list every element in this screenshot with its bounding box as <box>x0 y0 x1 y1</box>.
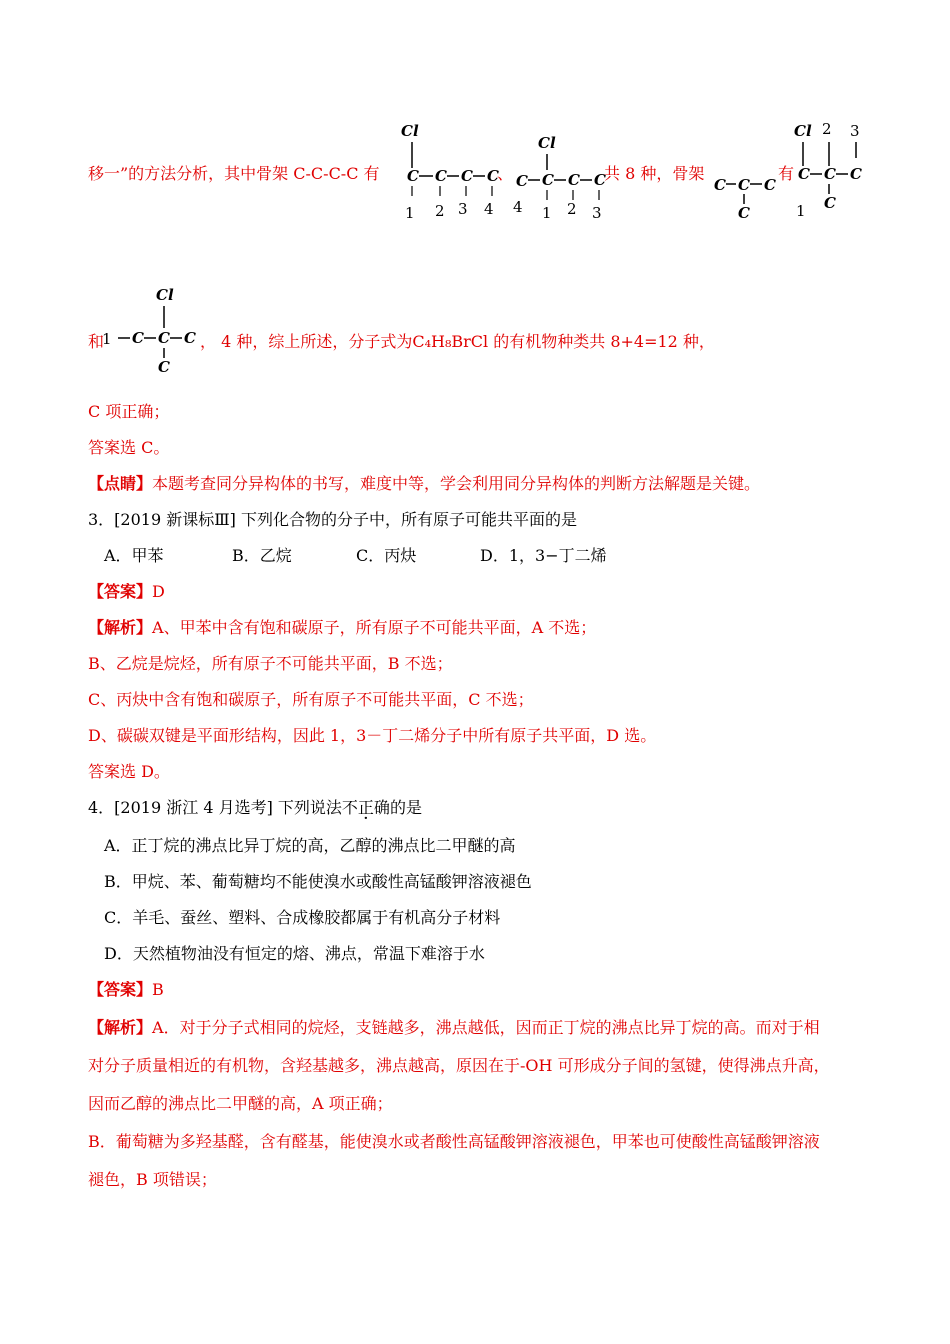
q4-emphasis: 不正确 <box>341 798 390 817</box>
svg-text:C: C <box>158 358 170 376</box>
intro-text-2: 共 8 种，骨架 <box>604 164 705 183</box>
svg-text:Cl: Cl <box>538 134 556 152</box>
q3-answer-label: 【答案】 <box>88 582 153 601</box>
q4-analysis-label: 【解析】 <box>88 1018 153 1037</box>
q2-tip-label: 【点睛】 <box>88 474 153 493</box>
structure-4 <box>792 118 868 222</box>
svg-text:C: C <box>824 194 836 212</box>
svg-text:4: 4 <box>484 200 494 218</box>
svg-text:C: C <box>568 171 580 189</box>
q4-analysis-5: 褪色，B 项错误； <box>88 1170 217 1189</box>
svg-text:1: 1 <box>405 204 415 222</box>
svg-text:2: 2 <box>822 120 832 138</box>
structure-5 <box>102 284 202 378</box>
structure-3 <box>710 160 785 224</box>
q2-tip-text: 本题考查同分异构体的书写，难度中等，学会利用同分异构体的判断方法解题是关键。 <box>152 474 761 493</box>
svg-text:C: C <box>738 204 750 222</box>
q4-option-c: C．羊毛、蚕丝、塑料、合成橡胶都属于有机高分子材料 <box>104 908 501 927</box>
intro-text-1: 移一”的方法分析，其中骨架 C-C-C-C 有 <box>88 164 380 183</box>
svg-text:2: 2 <box>567 200 577 218</box>
svg-text:C: C <box>824 165 836 183</box>
struct-label-cl: Cl <box>401 122 419 140</box>
q3-option-b: B．乙烷 <box>232 546 292 565</box>
svg-text:C: C <box>158 329 170 347</box>
q2-tip <box>88 472 760 496</box>
svg-text:C: C <box>764 176 776 194</box>
svg-text:C: C <box>435 167 447 185</box>
q2-answer: 答案选 C。 <box>88 438 170 457</box>
q3-option-d: D．1，3−丁二烯 <box>480 546 607 565</box>
q3-final: 答案选 D。 <box>88 762 170 781</box>
q4-option-d: D．天然植物油没有恒定的熔、沸点，常温下难溶于水 <box>104 944 485 963</box>
q3-analysis-label: 【解析】 <box>88 618 153 637</box>
q3-answer <box>88 580 165 604</box>
svg-text:C: C <box>542 171 554 189</box>
svg-text:3: 3 <box>458 200 468 218</box>
q3-analysis-c: C、丙炔中含有饱和碳原子，所有原子不可能共平面，C 不选； <box>88 690 534 709</box>
q4-option-a: A．正丁烷的沸点比异丁烷的高，乙醇的沸点比二甲醚的高 <box>104 836 516 855</box>
q2-c-correct: C 项正确； <box>88 402 170 421</box>
svg-text:C: C <box>738 176 750 194</box>
q4-answer <box>88 978 164 1002</box>
svg-text:C: C <box>798 165 810 183</box>
svg-text:2: 2 <box>435 202 445 220</box>
svg-text:Cl: Cl <box>794 122 812 140</box>
q4-analysis-3: 因而乙醇的沸点比二甲醚的高，A 项正确； <box>88 1094 393 1113</box>
svg-text:1: 1 <box>102 330 112 348</box>
q3-analysis-d: D、碳碳双键是平面形结构，因此 1，3－丁二烯分子中所有原子共平面，D 选。 <box>88 726 657 745</box>
q3-analysis-a: 【解析】A、甲苯中含有饱和碳原子，所有原子不可能共平面，A 不选； <box>88 618 597 637</box>
svg-text:3: 3 <box>850 122 860 140</box>
intro-text-4: 和 <box>88 332 105 351</box>
svg-text:Cl: Cl <box>156 286 174 304</box>
svg-text:C: C <box>461 167 473 185</box>
structure-1 <box>395 118 505 222</box>
svg-text:C: C <box>132 329 144 347</box>
q3-option-a: A．甲苯 <box>104 546 164 565</box>
svg-text:C: C <box>594 171 606 189</box>
intro-text-5: ， 4 种，综上所述，分子式为C₄H₈BrCl 的有机物种类共 8+4=12 种， <box>200 332 715 351</box>
q3-option-c: C．丙炔 <box>356 546 417 565</box>
intro-text-3: 有 <box>778 164 795 183</box>
svg-text:3: 3 <box>592 204 602 222</box>
svg-text:C: C <box>850 165 862 183</box>
svg-text:C: C <box>407 167 419 185</box>
q4-analysis-4: B．葡萄糖为多羟基醛，含有醛基，能使溴水或者酸性高锰酸钾溶液褪色，甲苯也可使酸性高锰酸钾溶液 <box>88 1132 820 1151</box>
q4-analysis-1: 【解析】A．对于分子式相同的烷烃，支链越多，沸点越低，因而正丁烷的沸点比异丁烷的高。而对于相 <box>88 1018 820 1037</box>
q4-stem: 4．[2019 浙江 4 月选考] 下列说法不正确的是 <box>88 798 422 817</box>
svg-text:1: 1 <box>542 204 552 222</box>
svg-text:C: C <box>487 167 499 185</box>
q4-analysis-2: 对分子质量相近的有机物，含羟基越多，沸点越高，原因在于-OH 可形成分子间的氢键，使得沸点升高， <box>88 1056 830 1075</box>
q3-analysis-b: B、乙烷是烷烃，所有原子不可能共平面，B 不选； <box>88 654 453 673</box>
q4-answer-label: 【答案】 <box>88 980 153 999</box>
intro-sep: 、 <box>497 164 514 183</box>
q4-answer-value: B <box>152 980 164 999</box>
svg-text:C: C <box>714 176 726 194</box>
svg-text:C: C <box>184 329 196 347</box>
svg-text:4: 4 <box>513 198 523 216</box>
q3-stem: 3．[2019 新课标Ⅲ] 下列化合物的分子中，所有原子可能共平面的是 <box>88 510 577 529</box>
svg-text:C: C <box>516 172 528 190</box>
svg-text:1: 1 <box>796 202 806 220</box>
q4-option-b: B．甲烷、苯、葡萄糖均不能使溴水或酸性高锰酸钾溶液褪色 <box>104 872 532 891</box>
q3-answer-value: D <box>152 582 165 601</box>
